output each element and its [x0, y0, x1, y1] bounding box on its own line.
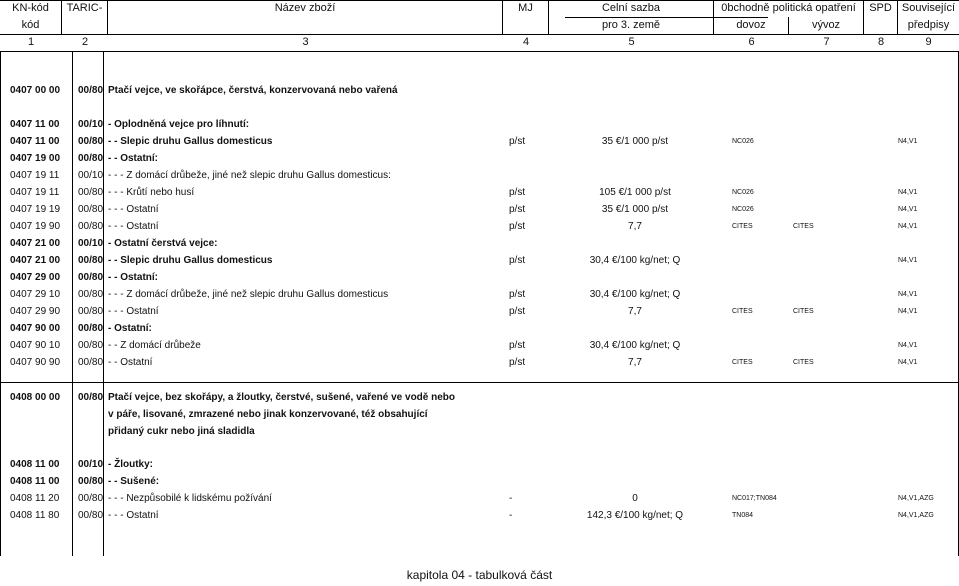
import-measure: NC017;TN084: [732, 495, 777, 502]
kn-code: 0407 29 10: [10, 289, 61, 300]
taric-code: 00/10: [78, 170, 104, 181]
export-measure: CITES: [793, 308, 814, 315]
taric-code: 00/10: [78, 459, 104, 470]
import-measure: NC026: [732, 138, 754, 145]
kn-code: 0407 11 00: [10, 119, 60, 130]
unit: -: [509, 510, 513, 521]
table-row: [0, 507, 959, 524]
kn-code: 0407 19 19: [10, 204, 61, 215]
related-regulations: N4,V1: [898, 359, 918, 366]
kn-code: 0407 19 11: [10, 187, 60, 198]
duty-rate: 0: [632, 493, 638, 504]
table-row: [0, 490, 959, 507]
description-line: přidaný cukr nebo jiná sladidla: [108, 426, 255, 437]
unit: p/st: [509, 255, 526, 266]
unit: p/st: [509, 221, 526, 232]
duty-rate: 35 €/1 000 p/st: [601, 204, 669, 215]
table-row: [0, 82, 959, 99]
table-row: [0, 133, 959, 150]
description: - - - Ostatní: [108, 221, 159, 232]
duty-rate: 105 €/1 000 p/st: [599, 187, 671, 198]
header-souvisejici: Související: [901, 2, 956, 14]
duty-rate: 30,4 €/100 kg/net; Q: [589, 255, 681, 266]
description-line: v páře, lisované, zmrazené nebo jinak konzervované, též obsahující: [108, 409, 428, 420]
page-footer: kapitola 04 - tabulková část: [406, 568, 553, 582]
taric-code: 00/80: [78, 493, 104, 504]
import-measure: CITES: [732, 359, 753, 366]
kn-code: 0407 19 90: [10, 221, 61, 232]
description: - Žloutky:: [108, 459, 153, 470]
description: - - - Ostatní: [108, 510, 159, 521]
taric-code: 00/80: [78, 187, 104, 198]
taric-code: 00/80: [78, 153, 104, 164]
import-measure: NC026: [732, 206, 754, 213]
table-row: [0, 286, 959, 303]
unit: p/st: [509, 306, 526, 317]
related-regulations: N4,V1: [898, 257, 918, 264]
description: - - Slepic druhu Gallus domesticus: [108, 255, 273, 266]
header-mj: MJ: [503, 0, 549, 17]
kn-code: 0407 19 11: [10, 170, 60, 181]
header-nazev-zbozi: Název zboží: [108, 0, 503, 17]
taric-code: 00/80: [78, 221, 104, 232]
duty-rate: 30,4 €/100 kg/net; Q: [589, 340, 681, 351]
kn-code: 0407 29 90: [10, 306, 61, 317]
description: - - - Z domácí drůbeže, jiné než slepic druhu Gallus domesticus:: [108, 170, 391, 181]
unit: p/st: [509, 187, 526, 198]
table-row: [0, 116, 959, 133]
kn-code: 0407 90 10: [10, 340, 61, 351]
description-line: Ptačí vejce, bez skořápy, a žloutky, čerstvé, sušené, vařené ve vodě nebo: [108, 392, 456, 403]
related-regulations: N4,V1: [898, 342, 918, 349]
header-kod: kód: [0, 17, 62, 34]
description: - - Ostatní: [108, 357, 153, 368]
kn-code: 0408 11 00: [10, 476, 60, 487]
header-vyvoz: vývoz: [789, 17, 864, 34]
description: - Ostatní čerstvá vejce:: [108, 238, 218, 249]
import-measure: TN084: [732, 512, 754, 519]
header-spd: SPD: [864, 0, 898, 17]
related-regulations: N4,V1,AZG: [898, 495, 934, 502]
duty-rate: 7,7: [628, 306, 642, 317]
header-row-numbers: 1 2 3 4 5 6 7 8 9: [27, 36, 932, 48]
description: - - Slepic druhu Gallus domesticus: [108, 136, 273, 147]
related-regulations: N4,V1: [898, 206, 918, 213]
header-row-2: [0, 17, 959, 34]
taric-code: 00/80: [78, 136, 104, 147]
description: Ptačí vejce, ve skořápce, čerstvá, konzervovaná nebo vařená: [108, 85, 398, 96]
taric-code: 00/80: [78, 510, 104, 521]
kn-code: 0407 90 00: [10, 323, 61, 334]
related-regulations: N4,V1,AZG: [898, 512, 934, 519]
taric-code: 00/80: [78, 272, 104, 283]
taric-code: 00/80: [78, 357, 104, 368]
table-row: [0, 354, 959, 371]
taric-code: 00/80: [78, 476, 104, 487]
duty-rate: 142,3 €/100 kg/net; Q: [586, 510, 684, 521]
description: - - Ostatní:: [108, 153, 158, 164]
kn-code: 0407 21 00: [10, 255, 61, 266]
duty-rate: 7,7: [628, 221, 642, 232]
related-regulations: N4,V1: [898, 308, 918, 315]
related-regulations: N4,V1: [898, 291, 918, 298]
description: - - Sušené:: [108, 476, 160, 487]
header-row-1: [0, 0, 959, 17]
taric-code: 00/10: [78, 238, 104, 249]
table-row: [0, 456, 959, 473]
description: - - - Ostatní: [108, 204, 159, 215]
kn-code: 0408 00 00: [10, 392, 61, 403]
header-predpisy: předpisy: [907, 19, 950, 31]
export-measure: CITES: [793, 359, 814, 366]
import-measure: CITES: [732, 308, 753, 315]
header-celni-sazba: Celní sazba: [549, 0, 714, 17]
taric-code: 00/80: [78, 323, 104, 334]
kn-code: 0407 19 00: [10, 153, 61, 164]
description: - - - Krůtí nebo husí: [108, 187, 195, 198]
description: - - Z domácí drůbeže: [108, 340, 201, 351]
description: - - Ostatní:: [108, 272, 158, 283]
description: - - - Z domácí drůbeže, jiné než slepic druhu Gallus domesticus: [108, 289, 389, 300]
kn-code: 0407 21 00: [10, 238, 61, 249]
table-row: [0, 269, 959, 286]
kn-code: 0408 11 00: [10, 459, 60, 470]
section-rule: [0, 382, 959, 383]
duty-rate: 30,4 €/100 kg/net; Q: [589, 289, 681, 300]
unit: p/st: [509, 289, 526, 300]
table-row: [0, 473, 959, 490]
header-bottom-rule: [0, 51, 959, 52]
table-row: [0, 184, 959, 201]
export-measure: CITES: [793, 223, 814, 230]
table-row: [0, 167, 959, 184]
header-opatreni: 0bchodně politická opatření: [714, 0, 864, 17]
table-row: [0, 252, 959, 269]
taric-code: 00/80: [78, 306, 104, 317]
description: - Ostatní:: [108, 323, 152, 334]
kn-code: 0407 90 90: [10, 357, 61, 368]
duty-rate: 7,7: [628, 357, 642, 368]
related-regulations: N4,V1: [898, 138, 918, 145]
table-row: [0, 303, 959, 320]
related-regulations: N4,V1: [898, 223, 918, 230]
kn-code: 0407 00 00: [10, 85, 61, 96]
kn-code: 0408 11 20: [10, 493, 60, 504]
table-row: [0, 150, 959, 167]
header-kn-kod: KN-kód: [0, 0, 62, 17]
kn-code: 0408 11 80: [10, 510, 60, 521]
unit: p/st: [509, 357, 526, 368]
related-regulations: N4,V1: [898, 189, 918, 196]
table-row: [0, 201, 959, 218]
table-row: [0, 337, 959, 354]
table-row: [0, 235, 959, 252]
description: - - - Ostatní: [108, 306, 159, 317]
taric-code: 00/80: [78, 340, 104, 351]
table-row: [0, 320, 959, 337]
taric-code: 00/80: [78, 392, 104, 403]
taric-code: 00/80: [78, 255, 104, 266]
header-pro-3-zeme: pro 3. země: [549, 17, 714, 34]
unit: -: [509, 493, 513, 504]
duty-rate: 35 €/1 000 p/st: [601, 136, 669, 147]
taric-code: 00/10: [78, 119, 104, 130]
header-dovoz: dovoz: [714, 17, 789, 34]
unit: p/st: [509, 340, 526, 351]
taric-code: 00/80: [78, 289, 104, 300]
import-measure: NC026: [732, 189, 754, 196]
description: - - - Nezpůsobilé k lidskému požívání: [108, 493, 272, 504]
taric-code: 00/80: [78, 85, 104, 96]
unit: p/st: [509, 136, 526, 147]
import-measure: CITES: [732, 223, 753, 230]
header-taric: TARIC-: [62, 0, 108, 17]
kn-code: 0407 29 00: [10, 272, 61, 283]
taric-code: 00/80: [78, 204, 104, 215]
kn-code: 0407 11 00: [10, 136, 60, 147]
table-row: [0, 218, 959, 235]
description: - Oplodněná vejce pro líhnutí:: [108, 119, 250, 130]
unit: p/st: [509, 204, 526, 215]
